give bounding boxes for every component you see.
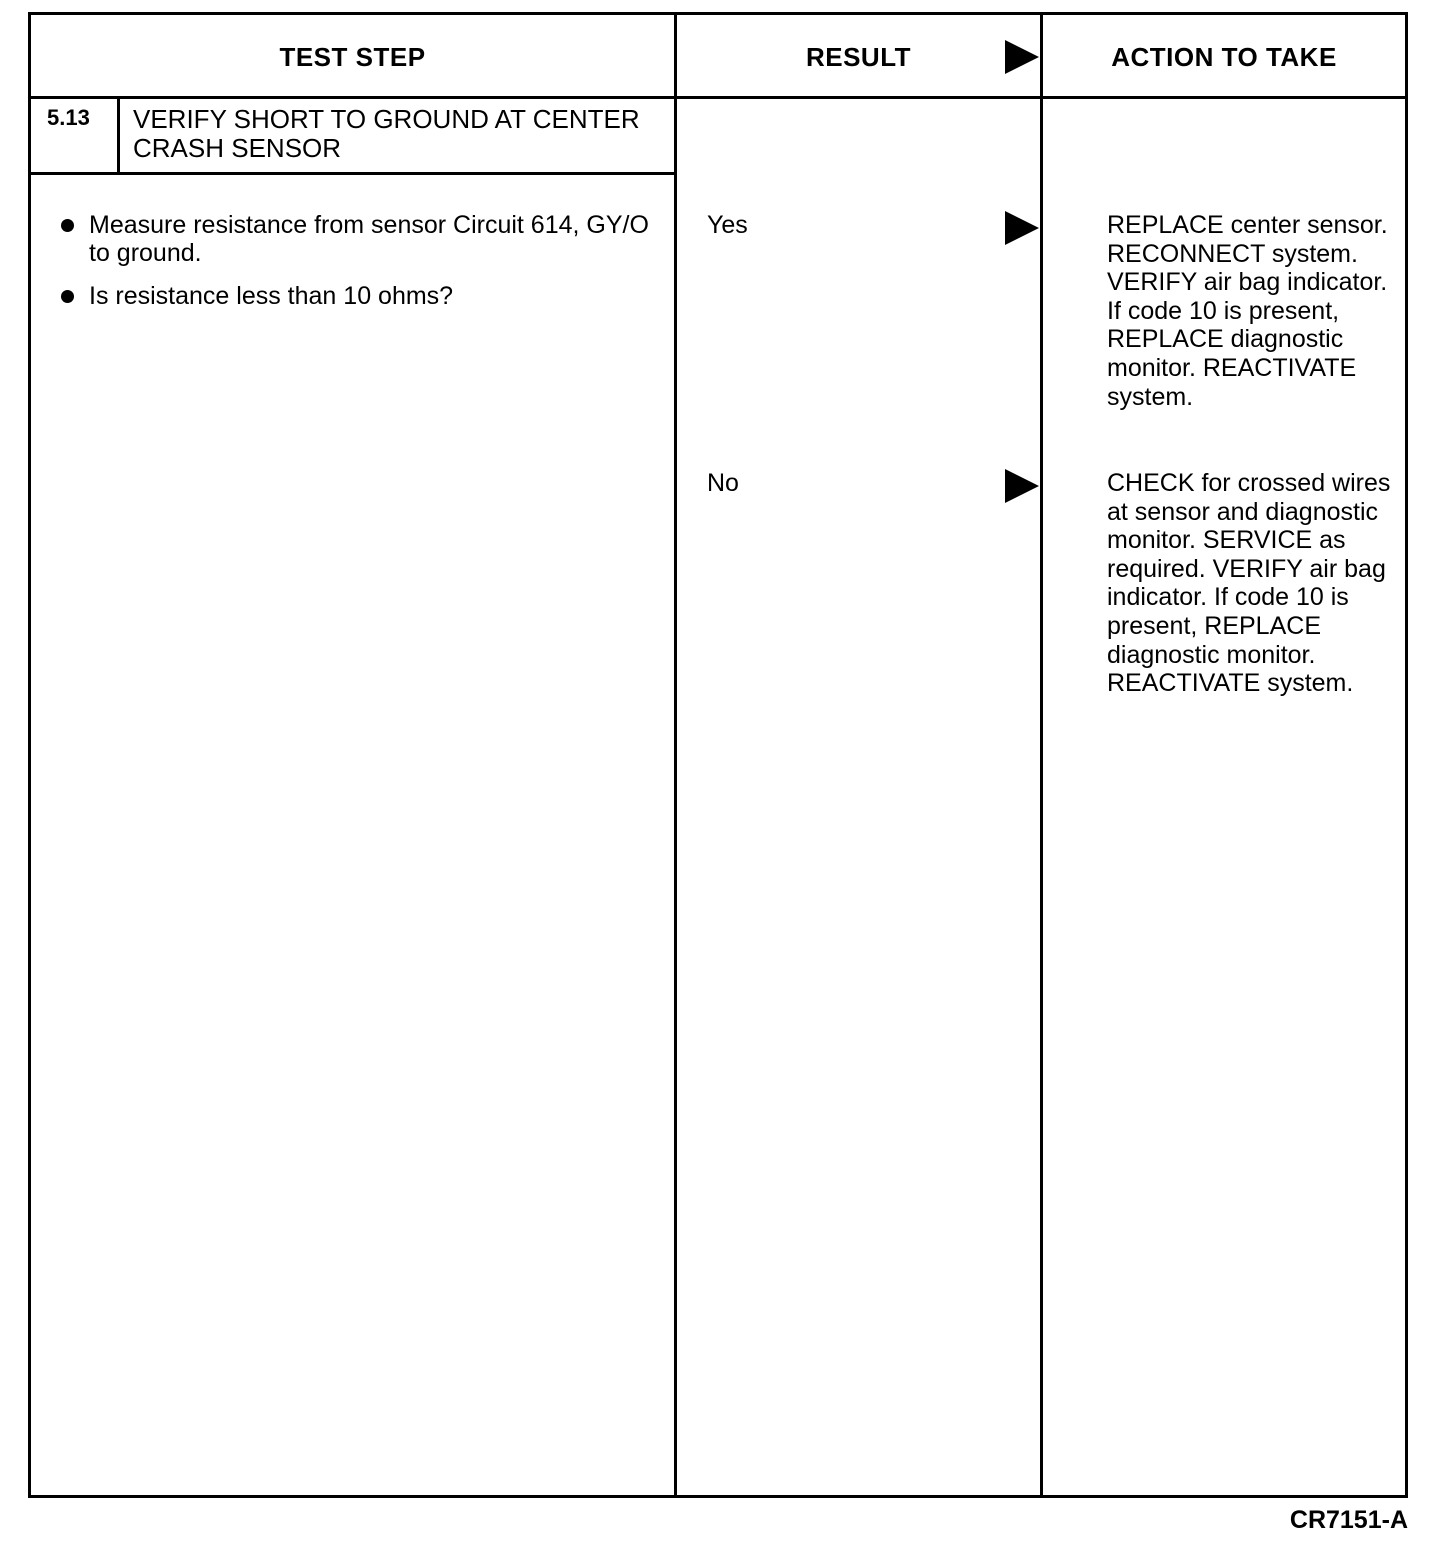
- result-yes-label: Yes: [707, 211, 748, 239]
- step-number-divider: [117, 99, 120, 172]
- header-arrow-icon: [1005, 40, 1039, 74]
- column-divider-action: [1040, 15, 1043, 1495]
- instruction-item: [61, 282, 661, 310]
- step-number: 5.13: [47, 105, 90, 130]
- instruction-text: Measure resistance from sensor Circuit 614, GY/O to ground.: [89, 211, 649, 267]
- action-no-text: CHECK for crossed wires at sensor and diagnostic monitor. SERVICE as required. VERIFY air bag indicator. If code 10 is present, REPLACE diagnostic monitor. REACTIVATE system.: [1107, 469, 1391, 698]
- header-action-to-take: ACTION TO TAKE: [1111, 41, 1337, 72]
- test-step-instructions: [61, 211, 661, 325]
- instruction-text: Is resistance less than 10 ohms?: [89, 282, 454, 310]
- result-yes-arrow-icon: [1005, 211, 1039, 245]
- column-divider-result: [674, 15, 677, 1495]
- result-no-label: No: [707, 469, 739, 497]
- action-yes-text: REPLACE center sensor. RECONNECT system. VERIFY air bag indicator. If code 10 is present, REPLACE diagnostic monitor. REACTIVATE system.: [1107, 211, 1388, 411]
- header-result: RESULT: [805, 41, 912, 72]
- header-test-step: TEST STEP: [279, 41, 426, 72]
- result-no-arrow-icon: [1005, 469, 1039, 503]
- bullet-icon: [61, 219, 74, 232]
- figure-code: CR7151-A: [1289, 1506, 1408, 1534]
- bullet-icon: [61, 290, 74, 303]
- diagnostic-table: [28, 12, 1408, 1498]
- instruction-item: [61, 211, 661, 267]
- step-title: VERIFY SHORT TO GROUND AT CENTER CRASH SENSOR: [133, 104, 640, 163]
